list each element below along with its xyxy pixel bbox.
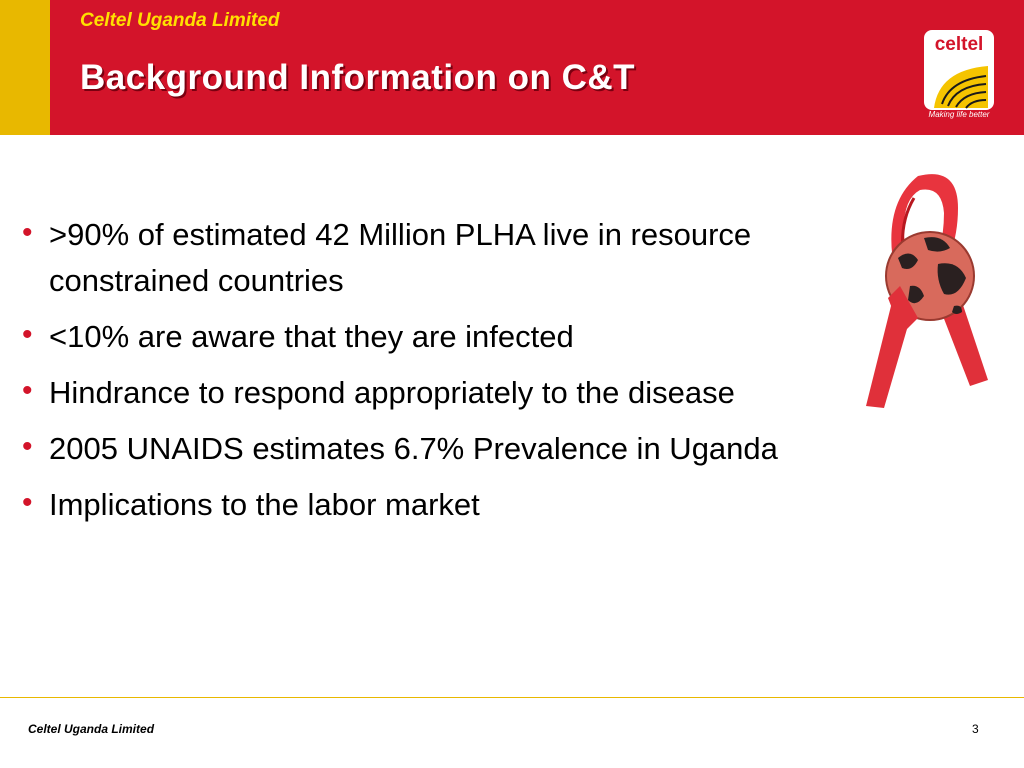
bullet-icon: • (22, 374, 33, 407)
bullet-item (22, 426, 852, 472)
bullet-text: >90% of estimated 42 Million PLHA live in resource constrained countries (49, 217, 752, 298)
footer-divider (0, 697, 1024, 698)
bullet-text: 2005 UNAIDS estimates 6.7% Prevalence in Uganda (49, 431, 778, 466)
bullet-list (22, 212, 852, 538)
logo-tagline: Making life better (928, 110, 990, 119)
bullet-icon: • (22, 318, 33, 351)
bullet-item (22, 314, 852, 360)
header-accent-stripe (0, 0, 50, 135)
bullet-item (22, 482, 852, 528)
celtel-logo (924, 30, 994, 126)
bullet-icon: • (22, 430, 33, 463)
logo-wordmark: celtel (934, 34, 984, 55)
bullet-text: <10% are aware that they are infected (49, 319, 574, 354)
header-bar (0, 0, 1024, 135)
slide-title: Background Information on C&T (80, 58, 636, 97)
bullet-text: Hindrance to respond appropriately to the disease (49, 375, 735, 410)
bullet-text: Implications to the labor market (49, 487, 480, 522)
bullet-item (22, 370, 852, 416)
bullet-icon: • (22, 486, 33, 519)
header-company-name: Celtel Uganda Limited (80, 10, 280, 31)
page-number: 3 (972, 722, 979, 736)
logo-sun-icon (924, 30, 994, 110)
red-ribbon-globe-icon (858, 168, 998, 416)
logo-box (924, 30, 994, 110)
footer-company-name: Celtel Uganda Limited (28, 722, 155, 736)
bullet-icon: • (22, 216, 33, 249)
bullet-item (22, 212, 852, 304)
